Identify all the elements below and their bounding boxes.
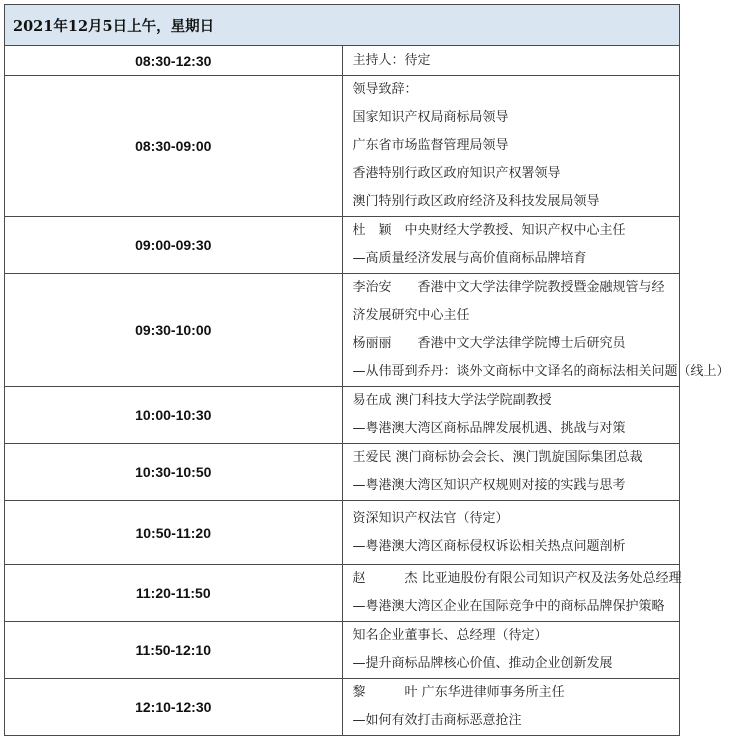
content-line: —粤港澳大湾区知识产权规则对接的实践与思考 (352, 478, 626, 493)
content-line: 香港特别行政区政府知识产权署领导 (352, 166, 561, 181)
session-content (342, 217, 680, 274)
session-content (342, 76, 680, 217)
session-content (342, 274, 730, 387)
schedule-table (4, 4, 730, 736)
content-line: 李治安 香港中文大学法律学院教授暨金融规管与经济发展研究中心主任 (352, 280, 665, 323)
time-slot: 11:50-12:10 (5, 622, 343, 679)
schedule (4, 4, 730, 736)
session-content (342, 501, 680, 565)
content-line: 杨丽丽 香港中文大学法律学院博士后研究员 (352, 336, 626, 351)
time-slot: 09:00-09:30 (5, 217, 343, 274)
table-row (5, 622, 680, 679)
content-line: 王爱民 澳门商标协会会长、澳门凯旋国际集团总裁 (352, 450, 643, 465)
session-content (342, 679, 680, 736)
time-slot: 09:30-10:00 (5, 274, 343, 387)
session-content (342, 387, 680, 444)
time-slot: 10:30-10:50 (5, 444, 343, 501)
time-slot: 08:30-12:30 (5, 46, 343, 76)
session-content (342, 565, 680, 622)
session-content (342, 46, 680, 76)
time-slot: 11:20-11:50 (5, 565, 343, 622)
table-row (5, 679, 680, 736)
content-line: 黎 叶 广东华进律师事务所主任 (352, 685, 565, 700)
content-line: 广东省市场监督管理局领导 (352, 138, 509, 153)
content-line: —粤港澳大湾区企业在国际竞争中的商标品牌保护策略 (352, 599, 665, 614)
content-line: —粤港澳大湾区商标侵权诉讼相关热点问题剖析 (352, 538, 626, 554)
schedule-header-row (5, 5, 680, 46)
table-row (5, 217, 680, 274)
time-slot: 10:50-11:20 (5, 501, 343, 565)
content-line: —从伟哥到乔丹：谈外文商标中文译名的商标法相关问题（线上） (352, 364, 730, 379)
content-line: 领导致辞： (352, 82, 418, 97)
content-line: 杜 颖 中央财经大学教授、知识产权中心主任 (352, 223, 626, 238)
content-line: 主持人：待定 (352, 52, 431, 68)
table-row (5, 444, 680, 501)
table-row (5, 274, 680, 387)
schedule-date-heading: 2021年12月5日上午，星期日 (5, 5, 680, 46)
content-line: —如何有效打击商标恶意抢注 (352, 713, 522, 728)
table-row (5, 501, 680, 565)
session-content (342, 622, 680, 679)
time-slot: 10:00-10:30 (5, 387, 343, 444)
time-slot: 08:30-09:00 (5, 76, 343, 217)
content-line: 资深知识产权法官（待定） (352, 510, 509, 526)
content-line: 赵 杰 比亚迪股份有限公司知识产权及法务处总经理 (352, 571, 682, 586)
table-row (5, 46, 680, 76)
table-row (5, 387, 680, 444)
content-line: —粤港澳大湾区商标品牌发展机遇、挑战与对策 (352, 421, 626, 436)
session-content (342, 444, 680, 501)
content-line: —高质量经济发展与高价值商标品牌培育 (352, 251, 587, 266)
table-row (5, 76, 680, 217)
content-line: 知名企业董事长、总经理（待定） (352, 628, 548, 643)
content-line: 易在成 澳门科技大学法学院副教授 (352, 393, 552, 408)
time-slot: 12:10-12:30 (5, 679, 343, 736)
table-row (5, 565, 680, 622)
content-line: 国家知识产权局商标局领导 (352, 110, 509, 125)
content-line: —提升商标品牌核心价值、推动企业创新发展 (352, 656, 613, 671)
content-line: 澳门特别行政区政府经济及科技发展局领导 (352, 194, 600, 209)
